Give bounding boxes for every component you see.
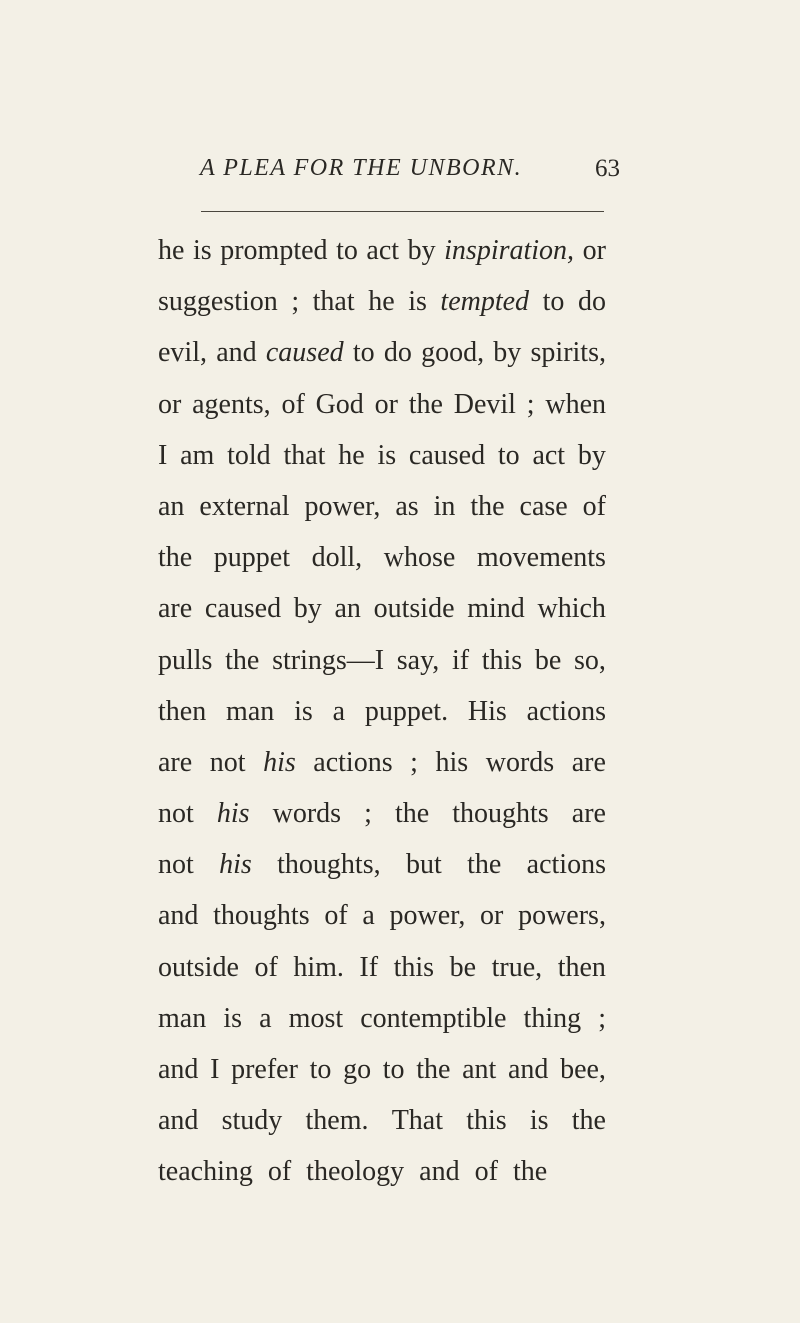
word: actions (526, 849, 606, 881)
word: are (571, 798, 606, 830)
text-line (158, 379, 606, 430)
word: prompted (220, 235, 328, 266)
word: the (467, 849, 502, 881)
word: ; (526, 388, 535, 420)
word: or (158, 388, 182, 420)
word: caused (408, 439, 486, 471)
word: puppet (213, 542, 291, 574)
word: are (158, 746, 193, 778)
text-line (158, 1146, 606, 1197)
word: thoughts (213, 900, 310, 932)
word: do (383, 337, 412, 369)
word: ; (364, 798, 372, 830)
word: by (293, 593, 322, 625)
word: this (393, 951, 435, 983)
word: the (408, 388, 443, 420)
word: outside (373, 593, 455, 625)
word: when (545, 388, 606, 420)
word: outside (158, 951, 239, 983)
word: power, (389, 900, 466, 932)
text-line (158, 993, 606, 1044)
word: the (470, 490, 505, 522)
word: thoughts (452, 798, 549, 830)
word: so, (574, 644, 606, 676)
word: prefer (231, 1054, 298, 1085)
word: God (315, 388, 364, 420)
word: him. (293, 951, 344, 983)
word: power, (304, 490, 381, 522)
word: That (391, 1105, 443, 1137)
word: if (451, 644, 470, 676)
word: his (435, 746, 469, 778)
word: whose (383, 542, 456, 574)
word: act (532, 439, 566, 471)
text-line (158, 890, 606, 941)
text-line (158, 583, 606, 634)
word: then (557, 951, 606, 983)
word: am (180, 439, 215, 471)
word: evil, (158, 337, 207, 369)
word: them. (305, 1105, 369, 1137)
word: and (419, 1156, 460, 1188)
word: of (254, 951, 278, 983)
text-line (158, 481, 606, 532)
word: powers, (518, 900, 606, 932)
word: tempted (440, 286, 530, 318)
word: ; (291, 286, 300, 318)
word: true, (491, 951, 543, 983)
word: the (571, 1105, 606, 1137)
word: act (366, 235, 400, 266)
running-head (200, 155, 620, 195)
word: theology (306, 1156, 405, 1188)
word: he (338, 439, 365, 471)
word: he (368, 286, 395, 318)
word: is (223, 1002, 243, 1034)
word: spirits, (530, 337, 606, 369)
word: inspiration, (444, 235, 575, 266)
text-line (158, 1095, 606, 1146)
word: is (377, 439, 397, 471)
word: say, (396, 644, 440, 676)
word: the (512, 1156, 548, 1188)
word: agents, (192, 388, 271, 420)
text-line (158, 225, 606, 276)
word: a (259, 1002, 272, 1034)
word: an (158, 490, 185, 522)
word: not (209, 746, 246, 778)
word: ant (462, 1054, 497, 1085)
word: ; (410, 746, 418, 778)
word: and (216, 337, 257, 369)
word: the (416, 1054, 451, 1085)
word: in (433, 490, 456, 522)
header-rule (201, 211, 604, 212)
text-line (158, 1044, 606, 1095)
word: and (158, 900, 199, 932)
word: he (158, 235, 185, 266)
word: or (582, 235, 606, 266)
word: most (288, 1002, 344, 1034)
word: his (219, 849, 252, 881)
word: words (485, 746, 555, 778)
word: is (294, 695, 313, 727)
word: mind (467, 593, 525, 625)
word: to (382, 1054, 405, 1085)
word: that (312, 286, 355, 318)
word: that (283, 439, 326, 471)
word: pulls (158, 644, 213, 676)
word: is (192, 235, 212, 266)
word: or (374, 388, 398, 420)
running-title: A PLEA FOR THE UNBORN. (200, 155, 523, 181)
text-line (158, 737, 606, 788)
word: doll, (311, 542, 363, 574)
word: his (263, 746, 296, 778)
word: suggestion (158, 286, 278, 318)
word: Devil (453, 388, 516, 420)
word: thoughts, (277, 849, 381, 881)
word: to (336, 235, 358, 266)
word: I (158, 439, 168, 471)
word: not (158, 849, 194, 881)
word: good, (421, 337, 485, 369)
word: the (394, 798, 430, 830)
body-text (158, 225, 606, 1198)
word: of (281, 388, 305, 420)
page-number: 63 (595, 155, 620, 182)
word: study (221, 1105, 283, 1137)
word: a (362, 900, 375, 932)
word: to (309, 1054, 332, 1085)
word: actions (313, 746, 393, 778)
word: I (210, 1054, 220, 1085)
word: of (324, 900, 348, 932)
word: puppet. (364, 695, 449, 727)
word: be (449, 951, 477, 983)
word: of (267, 1156, 292, 1188)
word: as (395, 490, 419, 522)
word: His (467, 695, 507, 727)
word: a (332, 695, 346, 727)
word: movements (476, 542, 606, 574)
word: but (405, 849, 442, 881)
text-line (158, 276, 606, 327)
word: told (227, 439, 271, 471)
word: or (480, 900, 504, 932)
word: man (226, 695, 275, 727)
word: by (577, 439, 606, 471)
word: case (519, 490, 568, 522)
word: thing (523, 1002, 582, 1034)
word: by (493, 337, 522, 369)
text-line (158, 635, 606, 686)
text-line (158, 430, 606, 481)
word: to (542, 286, 565, 318)
word: to (352, 337, 375, 369)
word: and (158, 1054, 199, 1085)
word: of (582, 490, 606, 522)
word: bee, (560, 1054, 606, 1085)
word: then (158, 695, 207, 727)
word: If (359, 951, 379, 983)
word: caused (204, 593, 282, 625)
text-line (158, 942, 606, 993)
word: external (199, 490, 290, 522)
word: are (158, 593, 193, 625)
word: this (466, 1105, 507, 1137)
word: caused (265, 337, 344, 369)
word: and (507, 1054, 549, 1085)
word: is (529, 1105, 549, 1137)
word: by (407, 235, 436, 266)
word: do (577, 286, 606, 318)
text-line (158, 788, 606, 839)
word: this (481, 644, 523, 676)
word: be (534, 644, 562, 676)
word: an (334, 593, 361, 625)
word: man (158, 1002, 207, 1034)
word: the (225, 644, 260, 676)
word: the (158, 542, 193, 574)
text-line (158, 532, 606, 583)
text-line (158, 686, 606, 737)
word: words (272, 798, 342, 830)
text-line (158, 327, 606, 378)
word: are (571, 746, 606, 778)
word: his (216, 798, 250, 830)
word: is (408, 286, 427, 318)
text-line (158, 839, 606, 890)
word: ; (598, 1002, 606, 1034)
word: of (474, 1156, 498, 1188)
word: teaching (158, 1156, 253, 1188)
word: strings—I (272, 644, 385, 676)
word: and (158, 1105, 199, 1137)
word: which (537, 593, 606, 625)
word: to (497, 439, 520, 471)
word: actions (526, 695, 606, 727)
word: contemptible (360, 1002, 507, 1034)
word: not (158, 798, 194, 830)
word: go (343, 1054, 372, 1085)
